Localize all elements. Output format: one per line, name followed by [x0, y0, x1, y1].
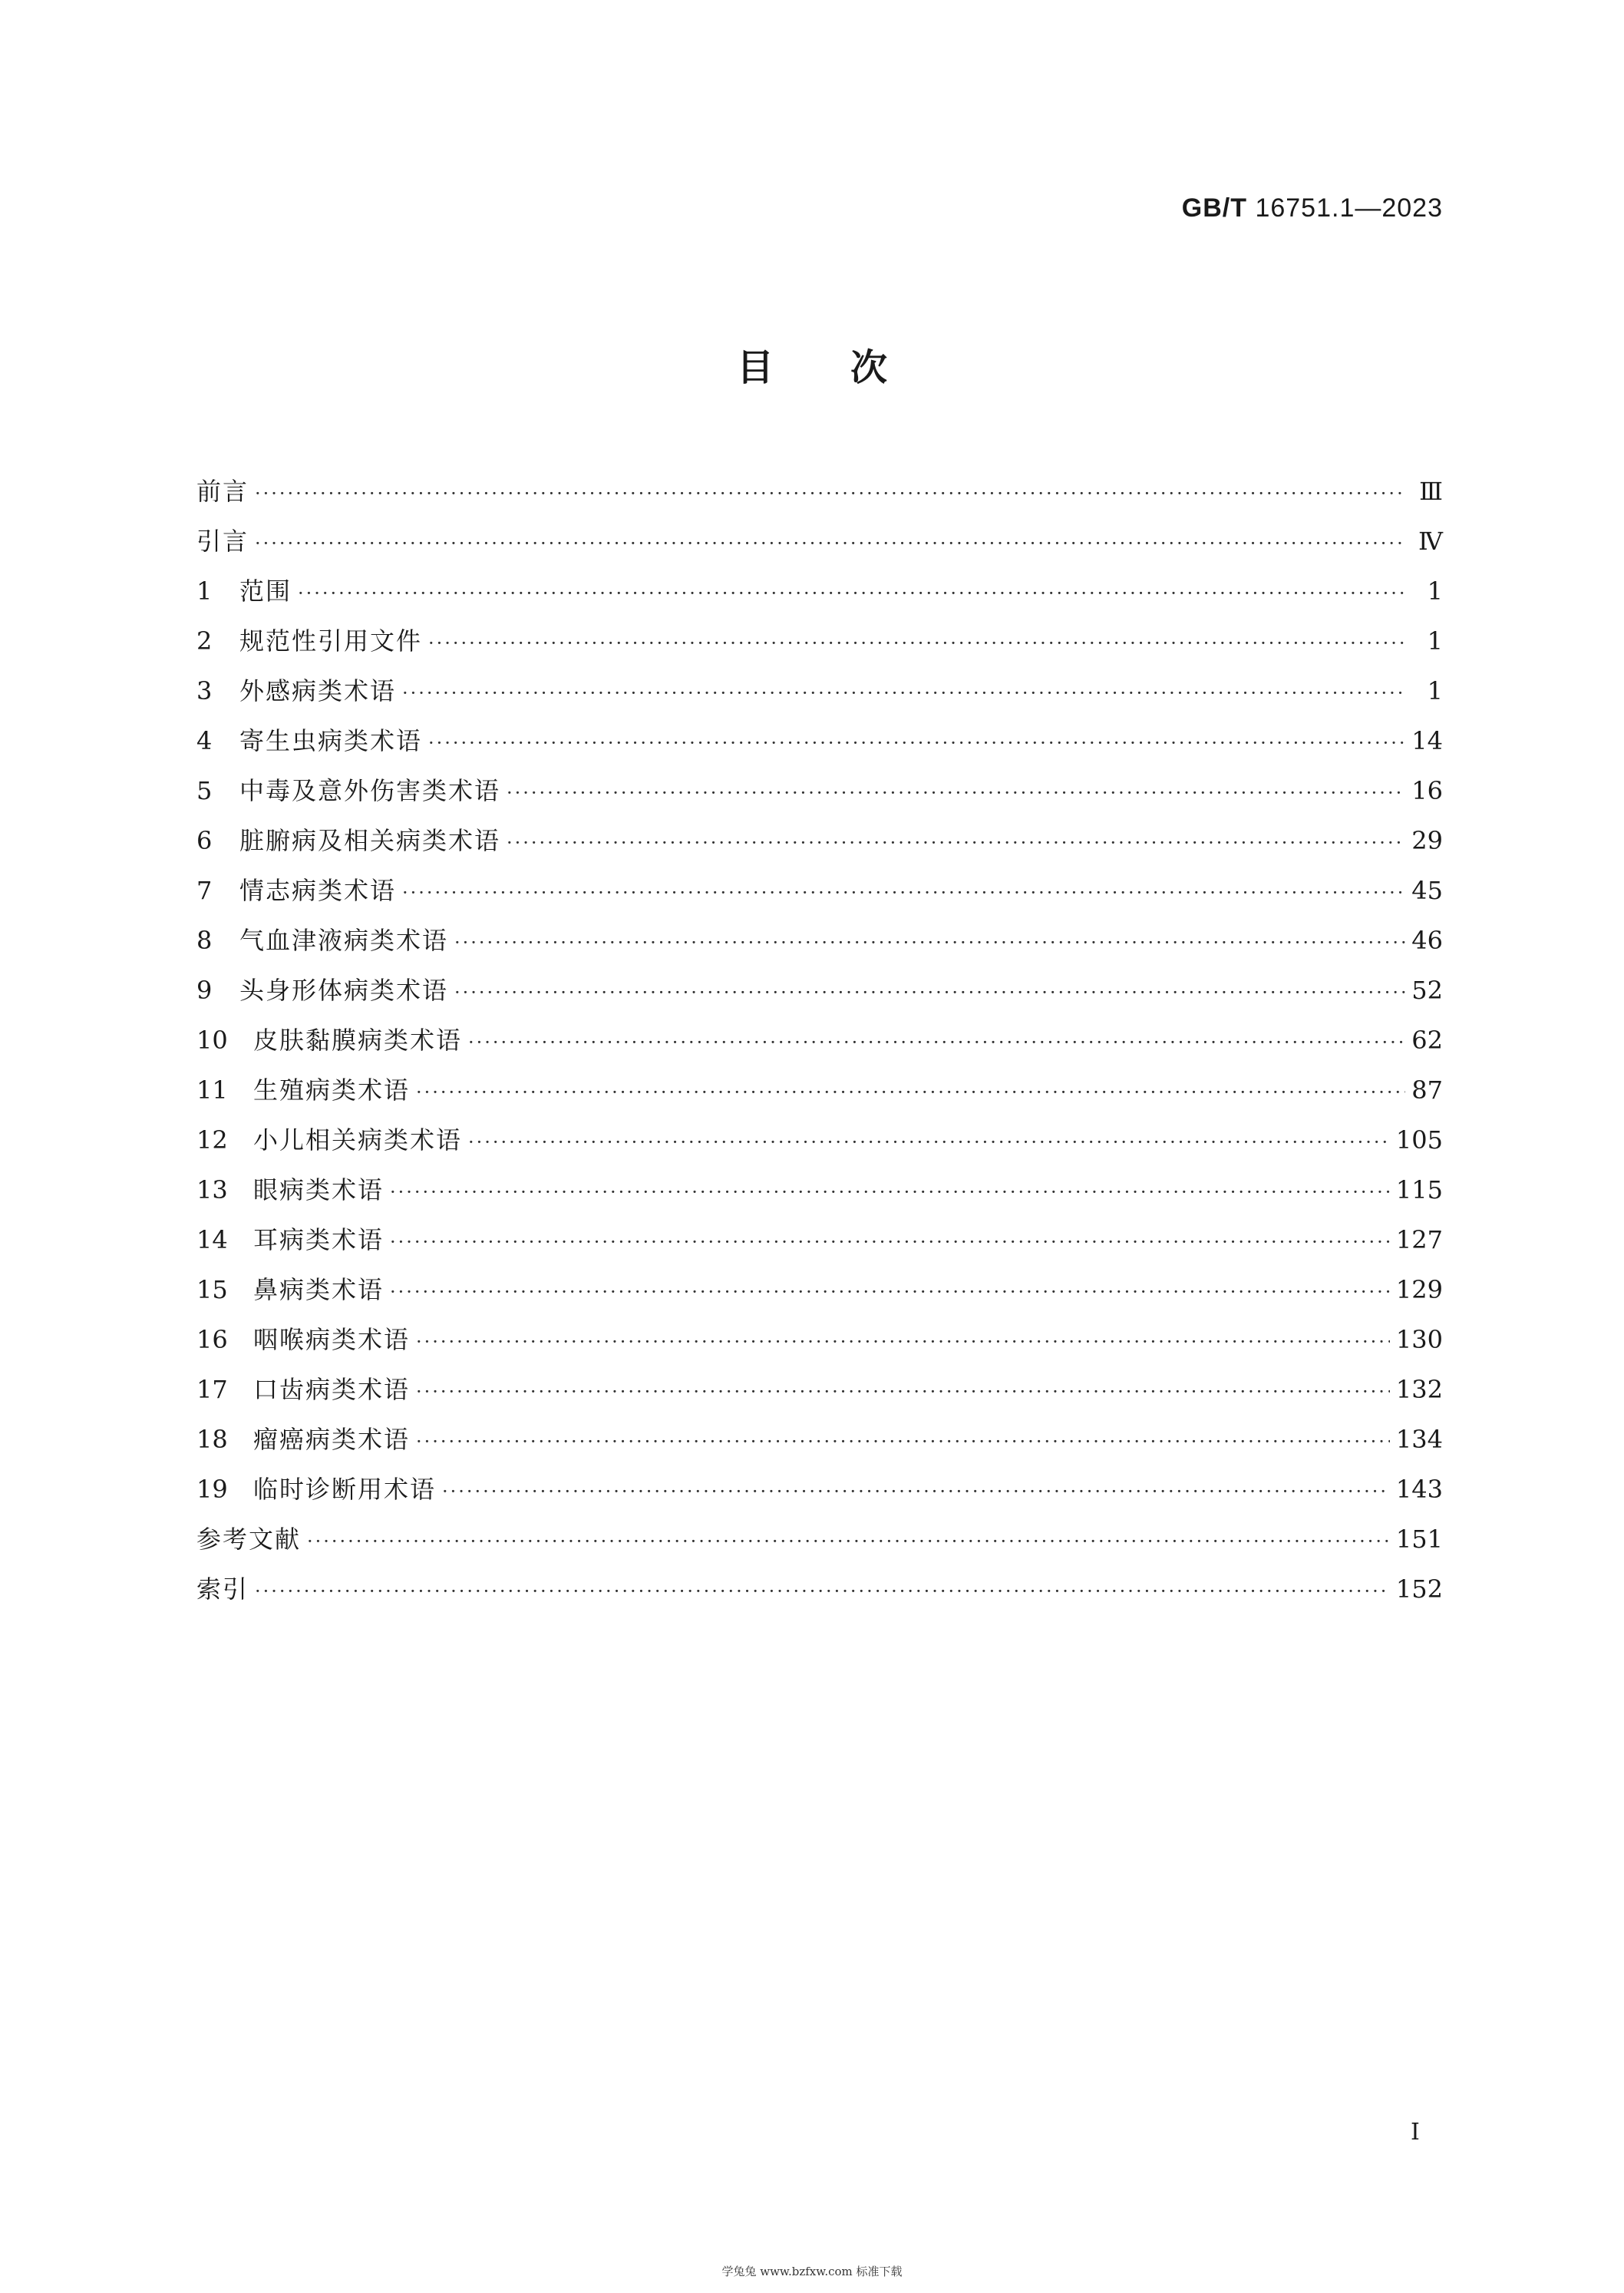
- toc-entry[interactable]: [196, 1365, 1443, 1415]
- toc-entry-number: 7: [196, 876, 213, 905]
- toc-entry[interactable]: [196, 467, 1443, 517]
- toc-entry-label: 外感病类术语: [239, 676, 397, 705]
- toc-leader-dots: [428, 719, 1405, 768]
- toc-entry-page: 87: [1411, 1075, 1443, 1105]
- toc-entry-page: 1: [1427, 577, 1443, 606]
- toc-entry-label: 小儿相关病类术语: [253, 1125, 463, 1155]
- toc-entry[interactable]: [196, 866, 1443, 916]
- toc-entry-label: 头身形体病类术语: [239, 976, 449, 1005]
- toc-leader-dots: [416, 1317, 1390, 1367]
- toc-entry-page: 134: [1395, 1425, 1443, 1454]
- toc-leader-dots: [428, 619, 1406, 669]
- toc-entry-label: 气血津液病类术语: [239, 926, 449, 955]
- toc-leader-dots: [416, 1417, 1390, 1467]
- toc-entry-label: 规范性引用文件: [239, 626, 423, 656]
- toc-leader-dots: [468, 1118, 1390, 1168]
- toc-entry-number: 16: [196, 1325, 228, 1354]
- toc-entry-number: 11: [196, 1075, 228, 1105]
- toc-entry[interactable]: [196, 616, 1443, 666]
- toc-entry[interactable]: [196, 1115, 1443, 1165]
- toc-entry-page: 1: [1427, 626, 1443, 656]
- toc-entry[interactable]: [196, 1066, 1443, 1115]
- toc-entry[interactable]: [196, 1215, 1443, 1265]
- toc-entry[interactable]: [196, 966, 1443, 1016]
- toc-entry-page: 16: [1411, 776, 1443, 805]
- toc-leader-dots: [255, 519, 1406, 569]
- toc-entry-page: 129: [1395, 1275, 1443, 1304]
- toc-entry-number: 18: [196, 1425, 228, 1454]
- toc-entry-page: 151: [1395, 1525, 1443, 1554]
- toc-entry-label: 寄生虫病类术语: [239, 726, 423, 755]
- toc-entry-label: 生殖病类术语: [253, 1075, 411, 1105]
- toc-entry-page: 127: [1395, 1225, 1443, 1254]
- standard-prefix: GB/T: [1181, 193, 1247, 223]
- toc-entry[interactable]: [196, 1265, 1443, 1315]
- toc-entry[interactable]: [196, 1564, 1443, 1614]
- toc-entry[interactable]: [196, 666, 1443, 716]
- toc-leader-dots: [507, 818, 1405, 868]
- toc-leader-dots: [402, 868, 1405, 918]
- toc-entry-label: 脏腑病及相关病类术语: [239, 826, 501, 855]
- toc-entry-label: 鼻病类术语: [253, 1275, 385, 1304]
- table-of-contents: [196, 467, 1443, 1614]
- toc-entry-label: 临时诊断用术语: [253, 1475, 437, 1504]
- toc-entry-label: 瘤癌病类术语: [253, 1425, 411, 1454]
- toc-entry[interactable]: [196, 1415, 1443, 1465]
- toc-entry-label: 眼病类术语: [253, 1175, 385, 1204]
- toc-entry-page: 45: [1411, 876, 1443, 905]
- toc-leader-dots: [454, 968, 1405, 1018]
- toc-leader-dots: [402, 669, 1406, 719]
- toc-leader-dots: [507, 768, 1405, 818]
- toc-leader-dots: [416, 1367, 1390, 1417]
- toc-entry[interactable]: [196, 1465, 1443, 1515]
- toc-entry-number: 10: [196, 1026, 228, 1055]
- toc-entry-page: 14: [1411, 726, 1443, 755]
- toc-entry-number: 14: [196, 1225, 228, 1254]
- toc-entry[interactable]: [196, 1016, 1443, 1066]
- toc-entry[interactable]: [196, 517, 1443, 567]
- toc-entry-label: 前言: [196, 477, 249, 506]
- toc-entry-page: 1: [1427, 676, 1443, 705]
- toc-entry-page: 46: [1411, 926, 1443, 955]
- toc-entry-label: 范围: [239, 577, 292, 606]
- toc-entry-number: 3: [196, 676, 213, 705]
- toc-entry-number: 4: [196, 726, 213, 755]
- toc-entry[interactable]: [196, 716, 1443, 766]
- toc-entry-page: 132: [1395, 1375, 1443, 1404]
- toc-leader-dots: [255, 469, 1406, 519]
- toc-leader-dots: [390, 1168, 1390, 1218]
- toc-leader-dots: [442, 1467, 1390, 1517]
- toc-entry-label: 情志病类术语: [239, 876, 397, 905]
- toc-entry[interactable]: [196, 916, 1443, 966]
- toc-entry-number: 6: [196, 826, 213, 855]
- toc-entry-page: 152: [1395, 1574, 1443, 1604]
- toc-entry-label: 中毒及意外伤害类术语: [239, 776, 501, 805]
- toc-entry-number: 15: [196, 1275, 228, 1304]
- toc-entry-number: 13: [196, 1175, 228, 1204]
- toc-entry[interactable]: [196, 1165, 1443, 1215]
- toc-entry-number: 9: [196, 976, 213, 1005]
- toc-entry-page: 62: [1411, 1026, 1443, 1055]
- toc-entry-page: Ⅲ: [1419, 477, 1443, 506]
- toc-entry[interactable]: [196, 1315, 1443, 1365]
- toc-entry-number: 8: [196, 926, 213, 955]
- toc-entry-number: 19: [196, 1475, 228, 1504]
- toc-entry[interactable]: [196, 766, 1443, 816]
- standard-number: 16751.1—2023: [1255, 193, 1443, 223]
- toc-entry-number: 17: [196, 1375, 228, 1404]
- toc-leader-dots: [298, 569, 1406, 619]
- toc-entry-page: 105: [1395, 1125, 1443, 1155]
- toc-entry-number: 1: [196, 577, 213, 606]
- toc-entry-label: 皮肤黏膜病类术语: [253, 1026, 463, 1055]
- toc-entry-label: 引言: [196, 527, 249, 556]
- toc-entry-number: 5: [196, 776, 213, 805]
- toc-leader-dots: [390, 1218, 1390, 1267]
- toc-entry-label: 参考文献: [196, 1525, 302, 1554]
- toc-leader-dots: [255, 1567, 1390, 1617]
- page-number: I: [1411, 2119, 1420, 2146]
- toc-entry-page: 143: [1395, 1475, 1443, 1504]
- toc-entry-page: 115: [1395, 1175, 1443, 1204]
- toc-leader-dots: [416, 1068, 1405, 1118]
- toc-leader-dots: [307, 1517, 1390, 1567]
- toc-leader-dots: [390, 1267, 1390, 1317]
- toc-entry-page: 52: [1411, 976, 1443, 1005]
- toc-entry-label: 索引: [196, 1574, 249, 1604]
- toc-entry-page: 130: [1395, 1325, 1443, 1354]
- page-title: 目次: [736, 346, 964, 389]
- toc-entry-label: 咽喉病类术语: [253, 1325, 411, 1354]
- toc-entry-label: 口齿病类术语: [253, 1375, 411, 1404]
- toc-entry-page: Ⅳ: [1418, 527, 1443, 556]
- footer-watermark: 学兔兔 www.bzfxw.com 标准下载: [721, 2265, 903, 2278]
- toc-entry[interactable]: [196, 816, 1443, 866]
- toc-entry-number: 2: [196, 626, 213, 656]
- toc-entry-label: 耳病类术语: [253, 1225, 385, 1254]
- toc-leader-dots: [468, 1018, 1405, 1068]
- toc-leader-dots: [454, 918, 1405, 968]
- toc-entry[interactable]: [196, 1515, 1443, 1564]
- toc-entry-number: 12: [196, 1125, 228, 1155]
- standard-code: [1182, 193, 1443, 223]
- toc-entry-page: 29: [1411, 826, 1443, 855]
- toc-entry[interactable]: [196, 567, 1443, 616]
